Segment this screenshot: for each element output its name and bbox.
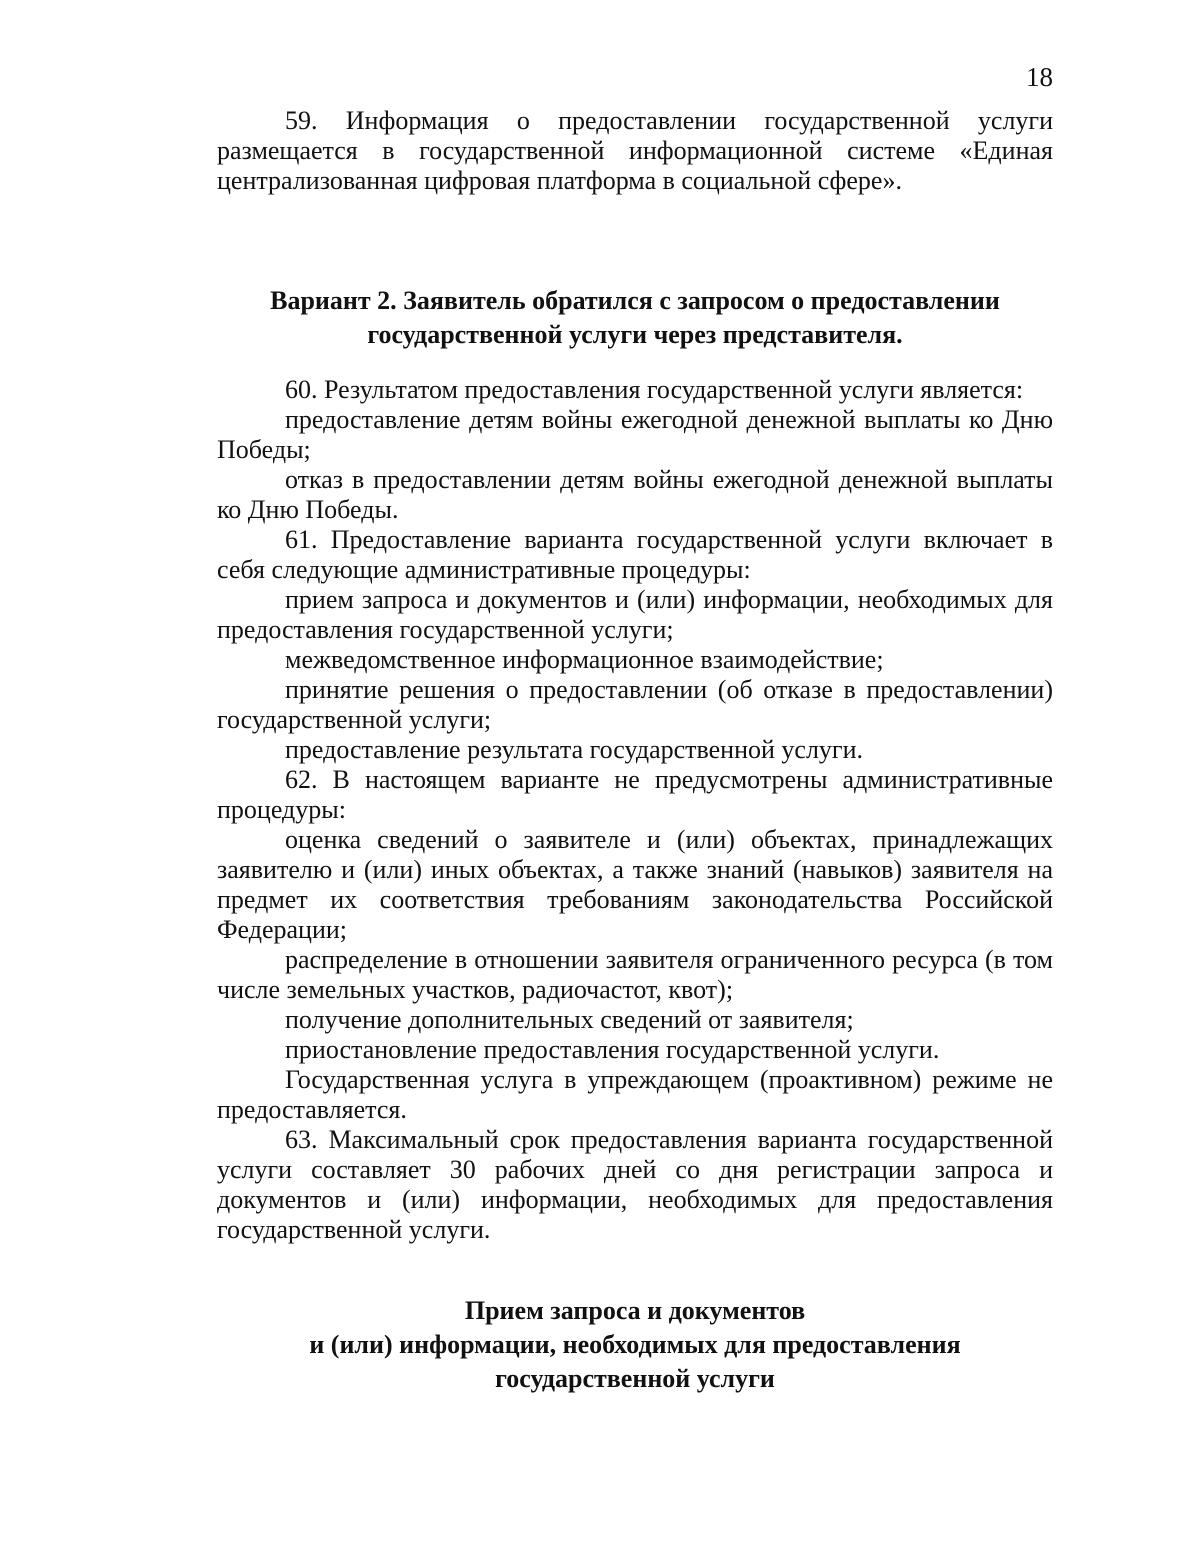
section-title-line: и (или) информации, необходимых для предоставления <box>309 1330 961 1359</box>
list-item-result-refusal: отказ в предоставлении детям войны ежегодной денежной выплаты ко Дню Победы. <box>217 465 1053 524</box>
list-item-procedure-reception: прием запроса и документов и (или) информации, необходимых для предоставления государственной услуги; <box>217 585 1053 644</box>
list-item-excluded-suspension: приостановление предоставления государственной услуги. <box>285 1035 940 1064</box>
section-title-line: Вариант 2. Заявитель обратился с запросом о предоставлении <box>270 286 1000 315</box>
list-item-procedure-decision: принятие решения о предоставлении (об отказе в предоставлении) государственной услуги; <box>217 675 1053 734</box>
page-number: 18 <box>1026 62 1053 92</box>
paragraph-62: 62. В настоящем варианте не предусмотрены административные процедуры: <box>217 765 1053 824</box>
paragraph-61: 61. Предоставление варианта государственной услуги включает в себя следующие административные процедуры: <box>217 525 1053 584</box>
section-title-line: государственной услуги через представителя. <box>367 320 903 349</box>
section-title-line: Прием запроса и документов <box>464 1296 806 1325</box>
paragraph-59: 59. Информация о предоставлении государственной услуги размещается в государственной информационной системе «Единая централизованная цифровая платформа в социальной сфере». <box>217 106 1053 195</box>
list-item-excluded-distribution: распределение в отношении заявителя ограниченного ресурса (в том числе земельных участков, радиочастот, квот); <box>217 945 1053 1004</box>
list-item-excluded-additional-info: получение дополнительных сведений от заявителя; <box>285 1005 854 1034</box>
paragraph-proactive-mode: Государственная услуга в упреждающем (проактивном) режиме не предоставляется. <box>217 1065 1053 1124</box>
section-title-line: государственной услуги <box>495 1364 775 1393</box>
variant-2-body <box>217 375 1053 1245</box>
list-item-procedure-result: предоставление результата государственной услуги. <box>285 735 864 764</box>
list-item-result-provision: предоставление детям войны ежегодной денежной выплаты ко Дню Победы; <box>217 405 1053 464</box>
list-item-excluded-assessment: оценка сведений о заявителе и (или) объектах, принадлежащих заявителю и (или) иных объектах, а также знаний (навыков) заявителя на предмет их соответствия требованиям законодательства Российской Федерации; <box>217 825 1053 944</box>
section-title-variant-2 <box>217 284 1053 352</box>
paragraph-60: 60. Результатом предоставления государственной услуги является: <box>285 375 1024 404</box>
list-item-procedure-interagency: межведомственное информационное взаимодействие; <box>285 645 884 674</box>
section-title-reception <box>217 1294 1053 1396</box>
paragraph-59-block <box>217 106 1053 196</box>
paragraph-63: 63. Максимальный срок предоставления варианта государственной услуги составляет 30 рабочих дней со дня регистрации запроса и документов и (или) информации, необходимых для предоставления государственной услуги. <box>217 1125 1053 1244</box>
